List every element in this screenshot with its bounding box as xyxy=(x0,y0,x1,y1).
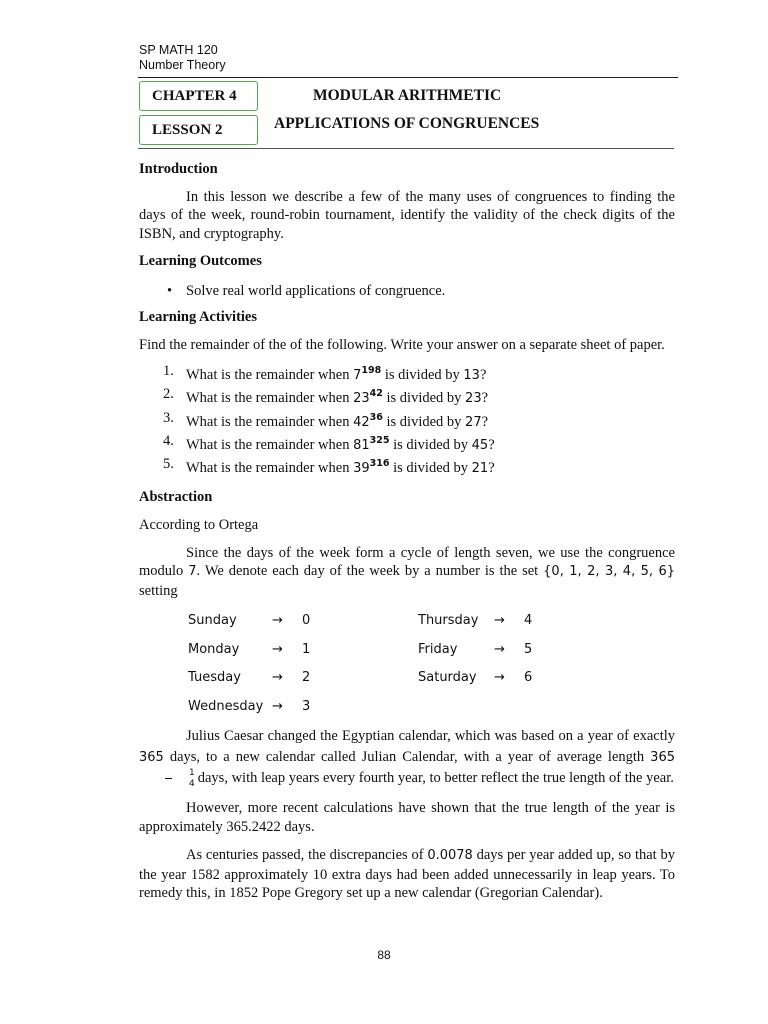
gregorian-paragraph: As centuries passed, the discrepancies of 0.0078 days per year added up, so that by the year 1582 approximately 10 extra days had been added unnecessarily in leap years. To remedy this, in 1852 Pope Gregory set up a new calendar (Gregorian Calendar). xyxy=(139,847,675,902)
lesson-title: APPLICATIONS OF CONGRUENCES xyxy=(274,115,540,132)
day-number: 6 xyxy=(524,670,533,686)
arrow-icon: → xyxy=(272,698,283,714)
course-header xyxy=(139,43,226,73)
arrow-icon: → xyxy=(494,613,505,629)
chapter-tag: CHAPTER 4 xyxy=(139,81,258,111)
true-length-paragraph: However, more recent calculations have shown that the true length of the year is approximately 365.2422 days. xyxy=(139,800,675,835)
outcome-text: Solve real world applications of congruence. xyxy=(186,282,446,299)
activities-list xyxy=(139,362,675,479)
day-name: Wednesday xyxy=(188,698,264,714)
julian-calendar-paragraph: Julius Caesar changed the Egyptian calendar, which was based on a year of exactly 365 days, to a new calendar called Julian Calendar, with a year of average length 365 $\frac{1}{4}$ days, with leap years every fourth year, to better reflect the true length of the year. xyxy=(139,728,675,790)
arrow-icon: → xyxy=(272,670,283,686)
day-number: 0 xyxy=(302,613,311,629)
page-number: 88 xyxy=(377,948,391,962)
header-bottom-rule xyxy=(138,148,674,149)
day-name: Saturday xyxy=(418,670,477,686)
outcomes-heading: Learning Outcomes xyxy=(139,253,262,269)
day-number: 3 xyxy=(302,698,311,714)
lesson-tag: LESSON 2 xyxy=(139,115,258,145)
course-name: Number Theory xyxy=(139,58,226,72)
arrow-icon: → xyxy=(494,670,505,686)
course-code: SP MATH 120 xyxy=(139,43,218,57)
list-item: 3. What is the remainder when $42^{36}$ is divided by 27? xyxy=(163,409,489,430)
abstraction-heading: Abstraction xyxy=(139,488,213,505)
chapter-title: MODULAR ARITHMETIC xyxy=(313,87,502,104)
introduction-text: In this lesson we describe a few of the many uses of congruences to finding the days of the week, round-robin tournament, identify the validity of the check digits of the ISBN, and cryptography. xyxy=(139,188,675,242)
fraction: $\frac{1}{4}$ xyxy=(142,768,195,789)
day-name: Thursday xyxy=(418,613,479,629)
list-item xyxy=(139,282,675,301)
arrow-icon: → xyxy=(494,641,505,657)
list-item: 4. What is the remainder when $81^{325}$ is divided by 45? xyxy=(163,432,495,453)
activities-heading: Learning Activities xyxy=(139,309,258,325)
day-number: 5 xyxy=(524,641,533,657)
outcomes-list xyxy=(139,282,675,301)
header-top-rule xyxy=(138,77,678,78)
list-item: 5. What is the remainder when $39^{316}$ is divided by 21? xyxy=(163,456,495,477)
day-name: Friday xyxy=(418,641,458,657)
day-number: 2 xyxy=(302,670,311,686)
activities-instruction: Find the remainder of the of the following. Write your answer on a separate sheet of paper. xyxy=(139,336,665,353)
day-name: Tuesday xyxy=(188,670,241,686)
bullet-icon: • xyxy=(167,282,173,299)
list-item: 1. What is the remainder when $7^{198}$ is divided by 13? xyxy=(163,363,487,383)
days-cycle-paragraph: Since the days of the week form a cycle of length seven, we use the congruence modulo 7. We denote each day of the week by a number is the set {0, 1, 2, 3, 4, 5, 6} setting xyxy=(139,544,676,599)
day-number: 4 xyxy=(524,613,533,629)
arrow-icon: → xyxy=(272,641,283,657)
day-name: Sunday xyxy=(188,613,237,629)
lesson-content xyxy=(139,160,675,903)
list-item: 2. What is the remainder when $23^{42}$ is divided by 23? xyxy=(163,386,489,407)
day-number: 1 xyxy=(302,641,311,657)
day-name: Monday xyxy=(188,641,240,657)
abstraction-source: According to Ortega xyxy=(139,517,259,534)
day-number-table xyxy=(188,612,675,716)
arrow-icon: → xyxy=(272,613,283,629)
introduction-heading: Introduction xyxy=(139,161,218,177)
